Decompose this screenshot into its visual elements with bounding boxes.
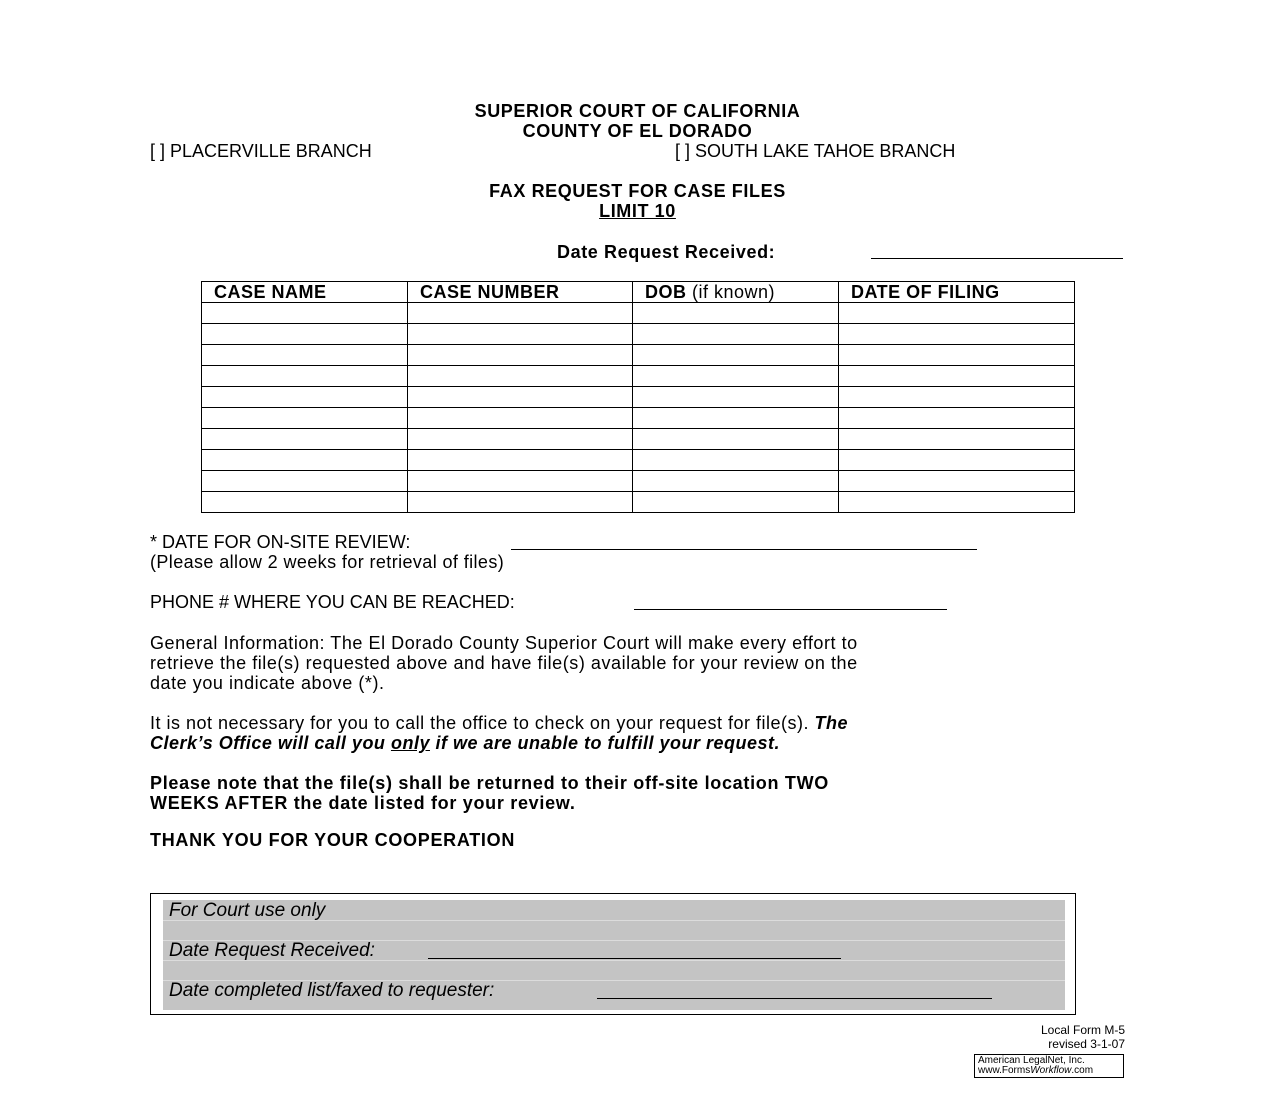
dob-cell[interactable] xyxy=(633,408,839,429)
notice-line-1 xyxy=(150,713,848,733)
notice-unable-text: if we are unable to fulfill your request. xyxy=(435,733,781,753)
date-of-filing-cell[interactable] xyxy=(839,345,1075,366)
dob-cell[interactable] xyxy=(633,345,839,366)
notice-clerk-text: Clerk’s Office will call you xyxy=(150,733,386,753)
table-row xyxy=(202,450,1075,471)
case-number-cell[interactable] xyxy=(408,429,633,450)
dob-cell[interactable] xyxy=(633,429,839,450)
date-of-filing-cell[interactable] xyxy=(839,450,1075,471)
return-note-line-1: Please note that the file(s) shall be returned to their off-site location TWO xyxy=(150,773,829,793)
date-of-filing-cell[interactable] xyxy=(839,429,1075,450)
publisher-box xyxy=(974,1054,1124,1078)
publisher-url[interactable] xyxy=(978,1066,1123,1076)
dob-cell[interactable] xyxy=(633,492,839,513)
date-of-filing-cell[interactable] xyxy=(839,492,1075,513)
on-site-review-date-field[interactable] xyxy=(511,549,977,550)
date-of-filing-cell[interactable] xyxy=(839,366,1075,387)
table-row xyxy=(202,471,1075,492)
case-name-cell[interactable] xyxy=(202,492,408,513)
placerville-branch-checkbox[interactable]: [ ] PLACERVILLE BRANCH xyxy=(150,141,372,161)
date-of-filing-cell[interactable] xyxy=(839,324,1075,345)
col-date-of-filing: DATE OF FILING xyxy=(839,282,1075,303)
case-number-cell[interactable] xyxy=(408,450,633,471)
revision-date: revised 3-1-07 xyxy=(1048,1037,1125,1051)
case-number-cell[interactable] xyxy=(408,492,633,513)
table-header-row xyxy=(202,282,1075,303)
dob-cell[interactable] xyxy=(633,387,839,408)
form-id: Local Form M-5 xyxy=(1040,1023,1125,1037)
thank-you-text: THANK YOU FOR YOUR COOPERATION xyxy=(150,830,516,850)
col-dob-label: DOB xyxy=(645,282,687,302)
court-use-title: For Court use only xyxy=(169,900,326,921)
table-row xyxy=(202,429,1075,450)
court-date-completed-field[interactable] xyxy=(597,998,992,999)
general-info-line-1: General Information: The El Dorado County Superior Court will make every effort to xyxy=(150,633,858,653)
table-row xyxy=(202,408,1075,429)
col-case-name: CASE NAME xyxy=(202,282,408,303)
court-name: SUPERIOR COURT OF CALIFORNIA xyxy=(474,101,801,121)
case-number-cell[interactable] xyxy=(408,324,633,345)
phone-label: PHONE # WHERE YOU CAN BE REACHED: xyxy=(150,592,515,612)
dob-cell[interactable] xyxy=(633,366,839,387)
notice-only-text: only xyxy=(390,733,430,753)
date-of-filing-cell[interactable] xyxy=(839,471,1075,492)
table-body xyxy=(202,303,1075,513)
general-info-line-3: date you indicate above (*). xyxy=(150,673,385,693)
notice-line-2 xyxy=(150,733,780,753)
case-number-cell[interactable] xyxy=(408,408,633,429)
notice-plain-text: It is not necessary for you to call the office to check on your request for file(s). xyxy=(150,713,809,733)
date-request-received-label: Date Request Received: xyxy=(557,242,776,262)
case-name-cell[interactable] xyxy=(202,387,408,408)
court-date-completed-label: Date completed list/faxed to requester: xyxy=(169,980,495,1001)
publisher-url-a: www.Forms xyxy=(978,1065,1031,1076)
on-site-review-label: * DATE FOR ON-SITE REVIEW: xyxy=(150,532,411,552)
publisher-url-c: .com xyxy=(1071,1065,1094,1076)
table-row xyxy=(202,366,1075,387)
date-request-received-field[interactable] xyxy=(871,258,1123,259)
date-of-filing-cell[interactable] xyxy=(839,408,1075,429)
case-name-cell[interactable] xyxy=(202,408,408,429)
publisher-url-b: Workflow xyxy=(1030,1065,1072,1076)
col-dob-note: (if known) xyxy=(692,282,776,302)
south-lake-tahoe-branch-checkbox[interactable]: [ ] SOUTH LAKE TAHOE BRANCH xyxy=(675,141,956,161)
case-name-cell[interactable] xyxy=(202,324,408,345)
case-name-cell[interactable] xyxy=(202,471,408,492)
case-name-cell[interactable] xyxy=(202,450,408,471)
case-number-cell[interactable] xyxy=(408,387,633,408)
case-number-cell[interactable] xyxy=(408,345,633,366)
case-name-cell[interactable] xyxy=(202,366,408,387)
date-of-filing-cell[interactable] xyxy=(839,387,1075,408)
table-row xyxy=(202,492,1075,513)
case-number-cell[interactable] xyxy=(408,303,633,324)
case-name-cell[interactable] xyxy=(202,429,408,450)
court-use-shaded-area xyxy=(163,900,1065,1010)
publisher-name: American LegalNet, Inc. xyxy=(978,1055,1085,1066)
case-number-cell[interactable] xyxy=(408,366,633,387)
notice-bold-start: The xyxy=(814,713,848,733)
return-note-line-2: WEEKS AFTER the date listed for your review. xyxy=(150,793,576,813)
col-case-number: CASE NUMBER xyxy=(408,282,633,303)
retrieval-note: (Please allow 2 weeks for retrieval of files) xyxy=(150,552,505,572)
case-files-table xyxy=(201,281,1075,513)
county-name: COUNTY OF EL DORADO xyxy=(522,121,753,141)
limit-text: LIMIT 10 xyxy=(599,201,676,221)
phone-field[interactable] xyxy=(634,609,947,610)
limit-label xyxy=(0,201,1275,221)
date-of-filing-cell[interactable] xyxy=(839,303,1075,324)
court-use-box xyxy=(150,893,1076,1015)
table-row xyxy=(202,345,1075,366)
case-name-cell[interactable] xyxy=(202,303,408,324)
col-dob xyxy=(633,282,839,303)
dob-cell[interactable] xyxy=(633,324,839,345)
table-row xyxy=(202,303,1075,324)
dob-cell[interactable] xyxy=(633,450,839,471)
case-name-cell[interactable] xyxy=(202,345,408,366)
court-date-received-label: Date Request Received: xyxy=(169,940,375,961)
form-title: FAX REQUEST FOR CASE FILES xyxy=(489,181,786,201)
dob-cell[interactable] xyxy=(633,471,839,492)
dob-cell[interactable] xyxy=(633,303,839,324)
general-info-line-2: retrieve the file(s) requested above and have file(s) available for your review on the xyxy=(150,653,858,673)
case-number-cell[interactable] xyxy=(408,471,633,492)
table-row xyxy=(202,387,1075,408)
table-row xyxy=(202,324,1075,345)
court-date-received-field[interactable] xyxy=(428,958,841,959)
